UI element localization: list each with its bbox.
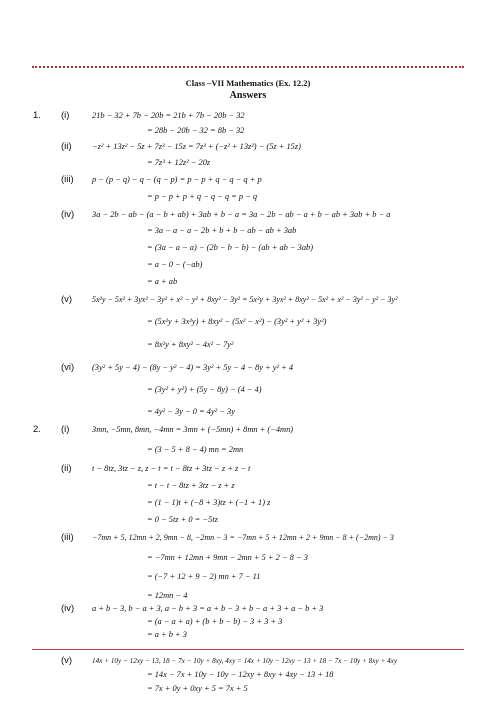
equation-line: = (5x²y + 3x²y) + 8xy² − (5x² − x²) − (3y² + y² + 3y²) [147, 317, 327, 326]
equation-line: t − 8tz, 3tz − z, z − t = t − 8tz + 3tz − z + z − t [92, 464, 251, 473]
part-label: (i) [61, 110, 70, 121]
part-label: (vi) [61, 362, 75, 373]
equation-line: = (3y² + y²) + (5y − 8y) − (4 − 4) [147, 385, 262, 394]
equation-line: = (a − a + a) + (b + b − b) − 3 + 3 + 3 [147, 617, 283, 626]
equation-line: = 4y² − 3y − 0 = 4y² − 3y [147, 407, 235, 416]
equation-line: = (3a − a − a) − (2b − b − b) − (ab + ab − 3ab) [147, 243, 314, 252]
part-label: (iii) [61, 174, 74, 185]
equation-line: = 12mn − 4 [147, 591, 188, 600]
top-dotted-rule [32, 66, 464, 68]
part-label: (iii) [61, 532, 74, 543]
equation-line: 5x²y − 5x² + 3yx² − 3y² + x² − y² + 8xy² − 3y² = 5x²y + 3yx² + 8xy² − 5x² + x² − 3y² − y² − 3y² [92, 295, 398, 304]
equation-line: = t − t − 8tz + 3tz − z + z [147, 481, 235, 490]
equation-line: −7mn + 5, 12mn + 2, 9mn − 8, −2mn − 3 = −7mn + 5 + 12mn + 2 + 9mn − 8 + (−2mn) − 3 [92, 533, 394, 542]
page-subtitle: Answers [229, 90, 267, 101]
equation-line: = 8x²y + 8xy² − 4x² − 7y² [147, 340, 234, 349]
equation-line: p − (p − q) − q − (q − p) = p − p + q − q − q + p [92, 175, 262, 184]
equation-line: 21b − 32 + 7b − 20b = 21b + 7b − 20b − 32 [92, 111, 245, 120]
equation-line: 14x + 10y − 12xy − 13, 18 − 7x − 10y + 8xy, 4xy = 14x + 10y − 12xy − 13 + 18 − 7x − 10y + 8xy + 4xy [92, 657, 398, 665]
equation-line: = p − p + p + q − q − q = p − q [147, 192, 258, 201]
equation-line: = 0 − 5tz + 0 = −5tz [147, 515, 218, 524]
equation-line: = (1 − 1)t + (−8 + 3)tz + (−1 + 1) z [147, 498, 271, 507]
equation-line: = 3a − a − a − 2b + b + b − ab − ab + 3ab [147, 226, 297, 235]
part-label: (v) [61, 655, 73, 666]
equation-line: −z² + 13z² − 5z + 7z³ − 15z = 7z³ + (−z² + 13z²) − (5z + 15z) [92, 142, 301, 151]
bottom-rule [32, 649, 464, 650]
equation-line: = −7mn + 12mn + 9mn − 2mn + 5 + 2 − 8 − 3 [147, 553, 308, 562]
page-title: Class –VII Mathematics (Ex. 12.2) [185, 78, 311, 88]
equation-line: 3mn, −5mn, 8mn, −4mn = 3mn + (−5mn) + 8mn + (−4mn) [92, 425, 294, 434]
equation-line: = a + ab [147, 277, 178, 286]
equation-line: (3y² + 5y − 4) − (8y − y² − 4) = 3y² + 5y − 4 − 8y + y² + 4 [92, 363, 294, 372]
equation-line: = 28b − 20b − 32 = 8b − 32 [147, 126, 245, 135]
part-label: (ii) [61, 141, 72, 152]
equation-line: = (3 − 5 + 8 − 4) mn = 2mn [147, 445, 244, 454]
equation-line: = 7x + 0y + 0xy + 5 = 7x + 5 [147, 684, 248, 693]
part-label: (iv) [61, 603, 75, 614]
question-number: 1. [33, 110, 41, 121]
equation-line: = 14x − 7x + 10y − 10y − 12xy + 8xy + 4xy − 13 + 18 [147, 670, 334, 679]
question-number: 2. [33, 424, 41, 435]
equation-line: = a + b + 3 [147, 630, 187, 639]
equation-line: = a − 0 − (−ab) [147, 260, 203, 269]
part-label: (i) [61, 424, 70, 435]
equation-line: = 7z³ + 12z² − 20z [147, 158, 211, 167]
equation-line: = (−7 + 12 + 9 − 2) mn + 7 − 11 [147, 572, 261, 581]
part-label: (iv) [61, 209, 75, 220]
part-label: (v) [61, 294, 73, 305]
equation-line: 3a − 2b − ab − (a − b + ab) + 3ab + b − a = 3a − 2b − ab − a + b − ab + 3ab + b − a [92, 210, 391, 219]
part-label: (ii) [61, 463, 72, 474]
equation-line: a + b − 3, b − a + 3, a − b + 3 = a + b − 3 + b − a + 3 + a − b + 3 [92, 604, 324, 613]
